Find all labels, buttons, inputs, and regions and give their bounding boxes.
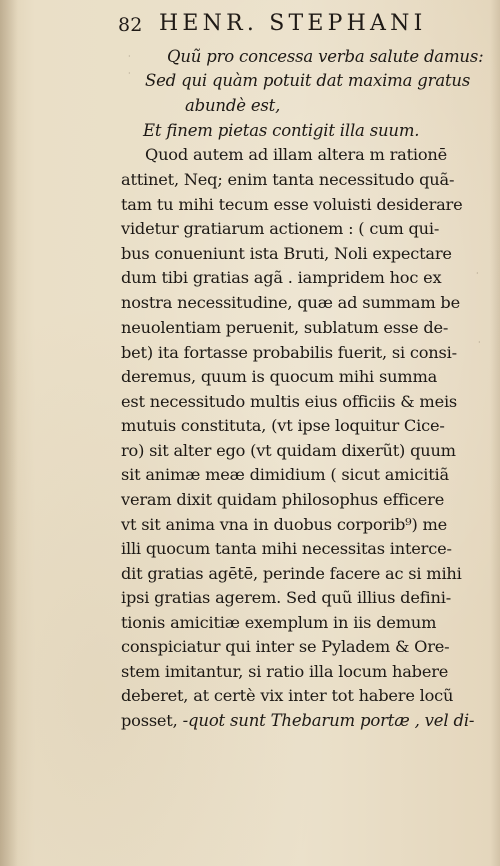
final-line: [121, 709, 474, 732]
binding-shadow: [0, 0, 18, 866]
page-edge-shadow: [490, 0, 500, 866]
ink-spot: ·: [128, 52, 131, 61]
body-line: conspiciatur qui inter se Pyladem & Ore-: [121, 637, 450, 656]
body-line: deremus, quum is quocum mihi summa: [121, 367, 438, 386]
running-head: HENR. STEPHANI: [159, 11, 427, 36]
body-line: bet) ita fortasse probabilis fuerit, si consi-: [121, 343, 457, 362]
body-fragment: posset,: [121, 711, 178, 730]
body-line: nostra necessitudine, quæ ad summam be: [121, 293, 460, 312]
body-line: deberet, at certè vix inter tot habere locũ: [121, 686, 454, 705]
body-line: ipsi gratias agerem. Sed quũ illius defini-: [121, 588, 451, 607]
ink-spot: ·: [476, 269, 479, 278]
ink-spot: ·: [478, 338, 481, 347]
verse-line: abundè est,: [185, 96, 281, 115]
body-line: sit animæ meæ dimidium ( sicut amicitiã: [121, 465, 449, 484]
body-line: vt sit anima vna in duobus corporib⁹) me: [121, 515, 448, 534]
body-line: ro) sit alter ego (vt quidam dixerũt) quum: [121, 441, 456, 460]
body-line: bus conueniunt ista Bruti, Noli expectare: [121, 244, 452, 263]
body-line: neuolentiam peruenit, sublatum esse de-: [121, 318, 449, 337]
verse-line: Sed qui quàm potuit dat maxima gratus: [145, 71, 471, 90]
verse-line: Et finem pietas contigit illa suum.: [143, 121, 420, 140]
body-line: mutuis constituta, (vt ipse loquitur Cice-: [121, 416, 445, 435]
page-number: 82: [118, 14, 143, 36]
body-line: tam tu mihi tecum esse voluisti desiderare: [121, 195, 463, 214]
page-header: [118, 13, 466, 41]
verse-line: Quũ pro concessa verba salute damus:: [167, 47, 484, 66]
body-line: illi quocum tanta mihi necessitas interce-: [121, 539, 452, 558]
ink-spot: ·: [128, 69, 131, 78]
body-line: dum tibi gratias agã . iampridem hoc ex: [121, 268, 442, 287]
body-line: tionis amicitiæ exemplum in iis demum: [121, 613, 437, 632]
body-line: videtur gratiarum actionem : ( cum qui-: [121, 219, 440, 238]
body-line: veram dixit quidam philosophus efficere: [121, 490, 445, 509]
body-line: dit gratias agētē, perinde facere ac si mihi: [121, 564, 462, 583]
body-line: stem imitantur, si ratio illa locum habere: [121, 662, 449, 681]
body-line: attinet, Neq; enim tanta necessitudo quã-: [121, 170, 455, 189]
body-line: Quod autem ad illam altera m rationē: [145, 145, 448, 164]
italic-quotation: -quot sunt Thebarum portæ , vel di-: [182, 711, 475, 730]
body-line: est necessitudo multis eius officiis & meis: [121, 392, 458, 411]
